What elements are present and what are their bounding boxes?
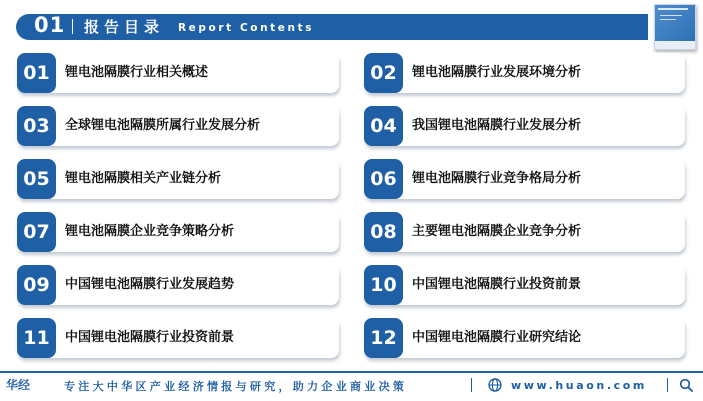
toc-item-05[interactable] [17,159,339,199]
toc-item-label: 中国锂电池隔膜行业发展趋势 [65,277,235,292]
toc-item-label: 锂电池隔膜相关产业链分析 [65,171,222,186]
toc-item-label: 锂电池隔膜行业相关概述 [65,65,209,80]
toc-item-number: 02 [364,53,403,93]
toc-item-09[interactable] [17,265,339,305]
toc-item-04[interactable] [364,106,685,146]
header-divider [72,19,73,34]
footer-logo: 华经 [6,378,31,392]
footer-separator [471,378,472,392]
toc-item-number: 05 [17,159,56,199]
toc-item-label: 锂电池隔膜行业发展环境分析 [412,65,582,80]
toc-item-number: 04 [364,106,403,146]
toc-item-number: 09 [17,265,56,305]
toc-item-06[interactable] [364,159,685,199]
section-number: 01 [34,13,66,37]
toc-item-number: 06 [364,159,403,199]
toc-item-08[interactable] [364,212,685,252]
toc-item-01[interactable] [17,53,339,93]
toc-item-label: 主要锂电池隔膜企业竞争分析 [412,224,582,239]
toc-item-number: 11 [17,318,56,358]
toc-item-number: 08 [364,212,403,252]
toc-item-number: 12 [364,318,403,358]
page-subtitle: Report Contents [178,22,315,34]
footer-separator [667,378,668,392]
toc-item-label: 锂电池隔膜企业竞争策略分析 [65,224,235,239]
toc-item-label: 中国锂电池隔膜行业投资前景 [412,277,582,292]
toc-item-number: 07 [17,212,56,252]
footer-divider [0,371,703,373]
toc-item-label: 锂电池隔膜行业竞争格局分析 [412,171,582,186]
toc-item-12[interactable] [364,318,685,358]
toc-item-label: 我国锂电池隔膜行业发展分析 [412,118,582,133]
footer-slogan: 专注大中华区产业经济情报与研究，助力企业商业决策 [64,380,408,393]
toc-item-number: 03 [17,106,56,146]
search-icon[interactable] [679,378,693,392]
toc-item-02[interactable] [364,53,685,93]
footer-url[interactable]: www.huaon.com [511,379,647,392]
toc-item-03[interactable] [17,106,339,146]
toc-item-label: 中国锂电池隔膜行业研究结论 [412,330,582,345]
report-cover-icon [654,4,696,50]
toc-item-label: 全球锂电池隔膜所属行业发展分析 [65,118,261,133]
globe-icon [488,378,502,392]
toc-item-label: 中国锂电池隔膜行业投资前景 [65,330,235,345]
page-title: 报告目录 [84,18,165,36]
toc-item-number: 10 [364,265,403,305]
toc-item-11[interactable] [17,318,339,358]
toc-item-07[interactable] [17,212,339,252]
toc-item-number: 01 [17,53,56,93]
toc-item-10[interactable] [364,265,685,305]
